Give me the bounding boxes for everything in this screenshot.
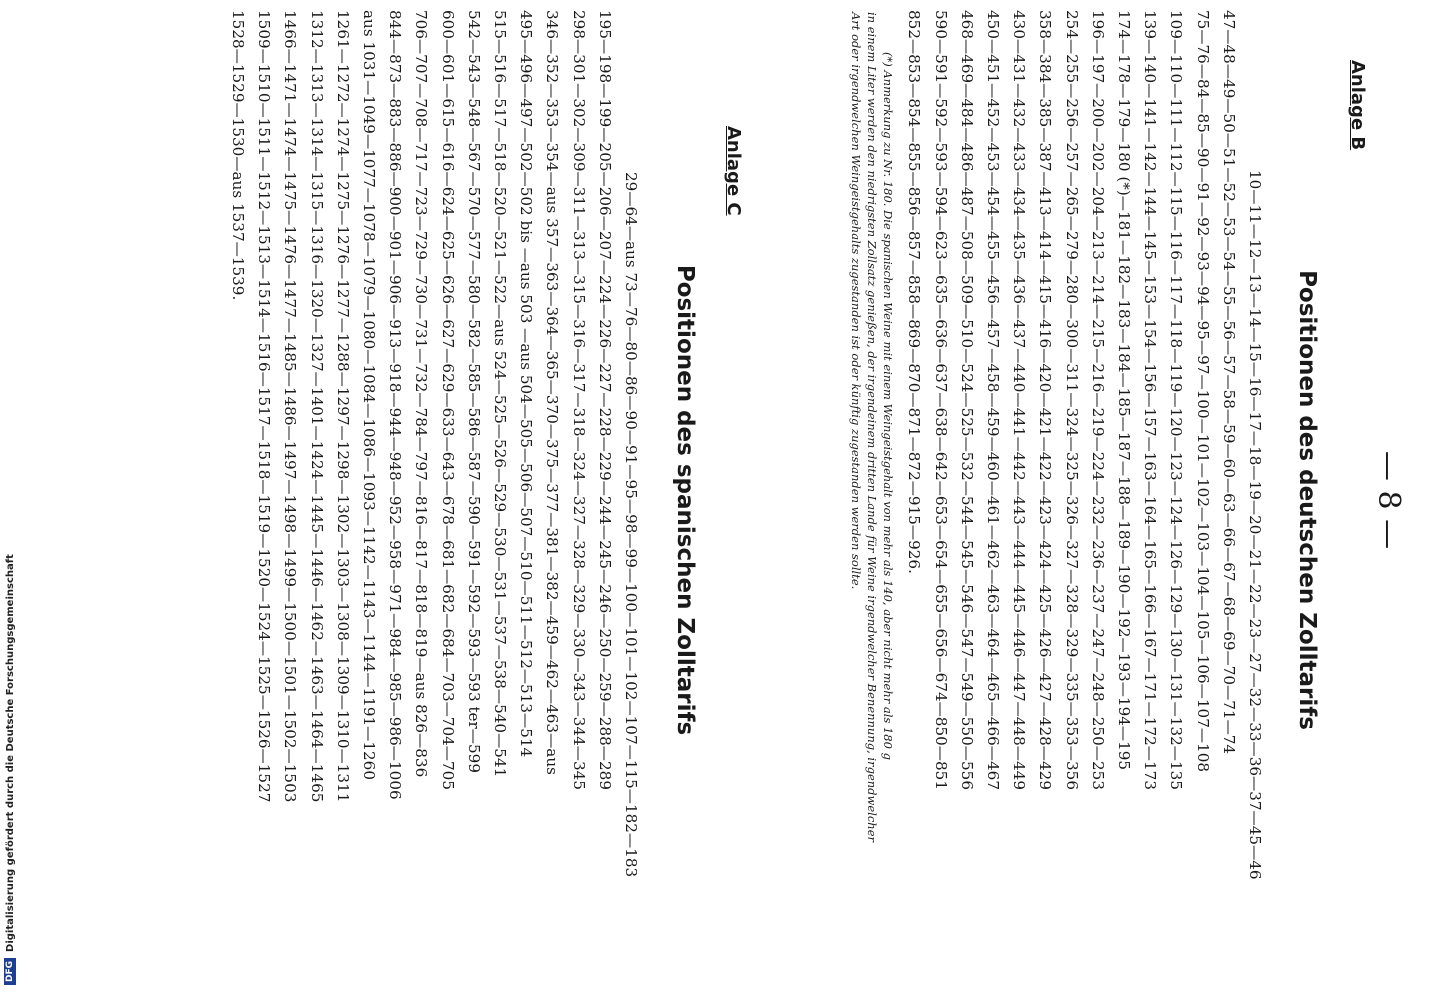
anlage-b-line: 47—48—49—50—51—52—53—54—55—56—57—58—59—60—63—66—67—68—69—70—71—74 (1219, 10, 1238, 755)
anlage-c-line: 600—601—615—616—624—625—626—627—629—633—643—678—681—682—684—703—704—705 (438, 10, 457, 790)
digitization-credit-text: Digitalisierung gefördert durch die Deutsche Forschungsgemeinschaft (5, 554, 16, 952)
anlage-b-line: 75—76—84—85—90—91—92—93—94—95—97—100—101—102—103—104—105—106—107—108 (1193, 10, 1212, 773)
anlage-b-line: 109—110—111—112—115—116—117—118—119—120—123—124—126—129—130—131—132—135 (1167, 10, 1186, 790)
anlage-c-line: 298—301—302—309—311—313—315—316—317—318—324—327—328—329—330—343—344—345 (569, 10, 588, 790)
footnote-line: Art oder irgendwelchen Weingeistgehalts zugestanden ist oder künftig zugestanden werden sollte. (849, 12, 863, 590)
anlage-c-line: 542—543—548—567—570—577—580—582—585—586—587—590—591—592—593—593 ter—599 (464, 10, 483, 773)
anlage-c-line: 1509—1510—1511—1512—1513—1514—1516—1517—1518—1519—1520—1524—1525—1526—1527 (255, 10, 274, 803)
anlage-b-line: 10—11—12—13—14—15—16—17—18—19—20—21—22—23—27—32—33—36—37—45—46 (1246, 170, 1264, 880)
anlage-b-label: Anlage B (1347, 60, 1368, 151)
anlage-b-line: 852—853—854—855—856—857—858—869—870—871—872—915—926. (905, 10, 924, 574)
anlage-c-line: 1261—1272—1274—1275—1276—1277—1288—1297—1298—1302—1303—1308—1309—1310—1311 (333, 10, 352, 803)
page-number: — 8 — (1371, 450, 1406, 550)
anlage-b-line: 468—469—484—486—487—508—509—510—524—525—532—544—545—546—547—549—550—556 (957, 10, 976, 790)
anlage-c-line: 844—873—883—886—900—901—906—913—918—944—948—952—958—971—984—985—986—1006 (386, 10, 405, 800)
anlage-c-line: 1528—1529—1530—aus 1537—1539. (228, 10, 247, 301)
anlage-b-line: 430—431—432—433—434—435—436—437—440—441—442—443—444—445—446—447—448—449 (1010, 10, 1029, 790)
anlage-c-title: Positionen des spanischen Zolltarifs (672, 264, 698, 736)
anlage-b-line: 254—255—256—257—265—279—280—300—311—324—325—326—327—328—329—335—353—356 (1062, 10, 1081, 790)
anlage-b-line: 450—451—452—453—454—455—456—457—458—459—460—461—462—463—464—465—466—467 (983, 10, 1002, 790)
anlage-c-line: 29—64—aus 73—76—80—86—90—91—95—98—99—100—101—102—107—115—182—183 (622, 172, 640, 878)
anlage-c-line: 346—352—353—354—aus 357—363—364—365—370—375—377—381—382—459—462—463—aus (543, 10, 562, 775)
anlage-c-line: 515—516—517—518—520—521—522—aus 524—525—526—529—530—531—537—538—540—541 (490, 10, 509, 778)
anlage-c-line: 1312—1313—1314—1315—1316—1320—1327—1401—1424—1445—1446—1462—1463—1464—1465 (307, 10, 326, 803)
anlage-b-footnote (848, 12, 896, 842)
anlage-c-line: aus 1031—1049—1077—1078—1079—1080—1084—1086—1093—1142—1143—1144—1191—1260 (359, 10, 378, 781)
anlage-b-line: 139—140—141—142—144—145—153—154—156—157—163—164—165—166—167—171—172—173 (1141, 10, 1160, 790)
dfg-logo: DFG (4, 958, 16, 985)
footnote-line: in einem Liter werden den niedrigsten Zollsatz genießen, der irgendeinem dritten Lande für Weine irgendwelcher Benennung, irgendwelcher (865, 12, 879, 843)
anlage-b-line: 590—591—592—593—594—623—635—636—637—638—642—653—654—655—656—674—850—851 (931, 10, 950, 790)
anlage-b-number-list (901, 10, 1268, 880)
anlage-c-line: 195—198—199—205—206—207—224—226—227—228—229—244—245—246—250—259—288—289 (595, 10, 614, 790)
anlage-c-line: 495—496—497—502—502 bis —aus 503 —aus 504—505—506—507—510—511—512—513—514 (517, 10, 536, 758)
anlage-b-line: 174—178—179—180 (*)—181—182—183—184—185—187—188—189—190—192—193—194—195 (1114, 10, 1133, 771)
digitization-credit (4, 554, 16, 985)
footnote-line: (*) Anmerkung zu Nr. 180. Die spanischen Weine mit einem Weingeistgehalt von mehr als 140, aber nicht mehr als 180 g (881, 52, 895, 760)
anlage-c-line: 1466—1471—1474—1475—1476—1477—1485—1486—1497—1498—1499—1500—1501—1502—1503 (281, 10, 300, 803)
anlage-b-line: 196—197—200—202—204—213—214—215—216—219—224—232—236—237—247—248—250—253 (1088, 10, 1107, 790)
anlage-b-title: Positionen des deutschen Zolltarifs (1294, 270, 1320, 730)
anlage-b-line: 358—384—385—387—413—414—415—416—420—421—422—423—424—425—426—427—428—429 (1036, 10, 1055, 790)
anlage-c-number-list (225, 10, 644, 877)
anlage-c-label: Anlage C (723, 126, 744, 216)
anlage-c-line: 706—707—708—717—723—729—730—731—732—784—797—816—817—818—819—aus 826—836 (412, 10, 431, 778)
